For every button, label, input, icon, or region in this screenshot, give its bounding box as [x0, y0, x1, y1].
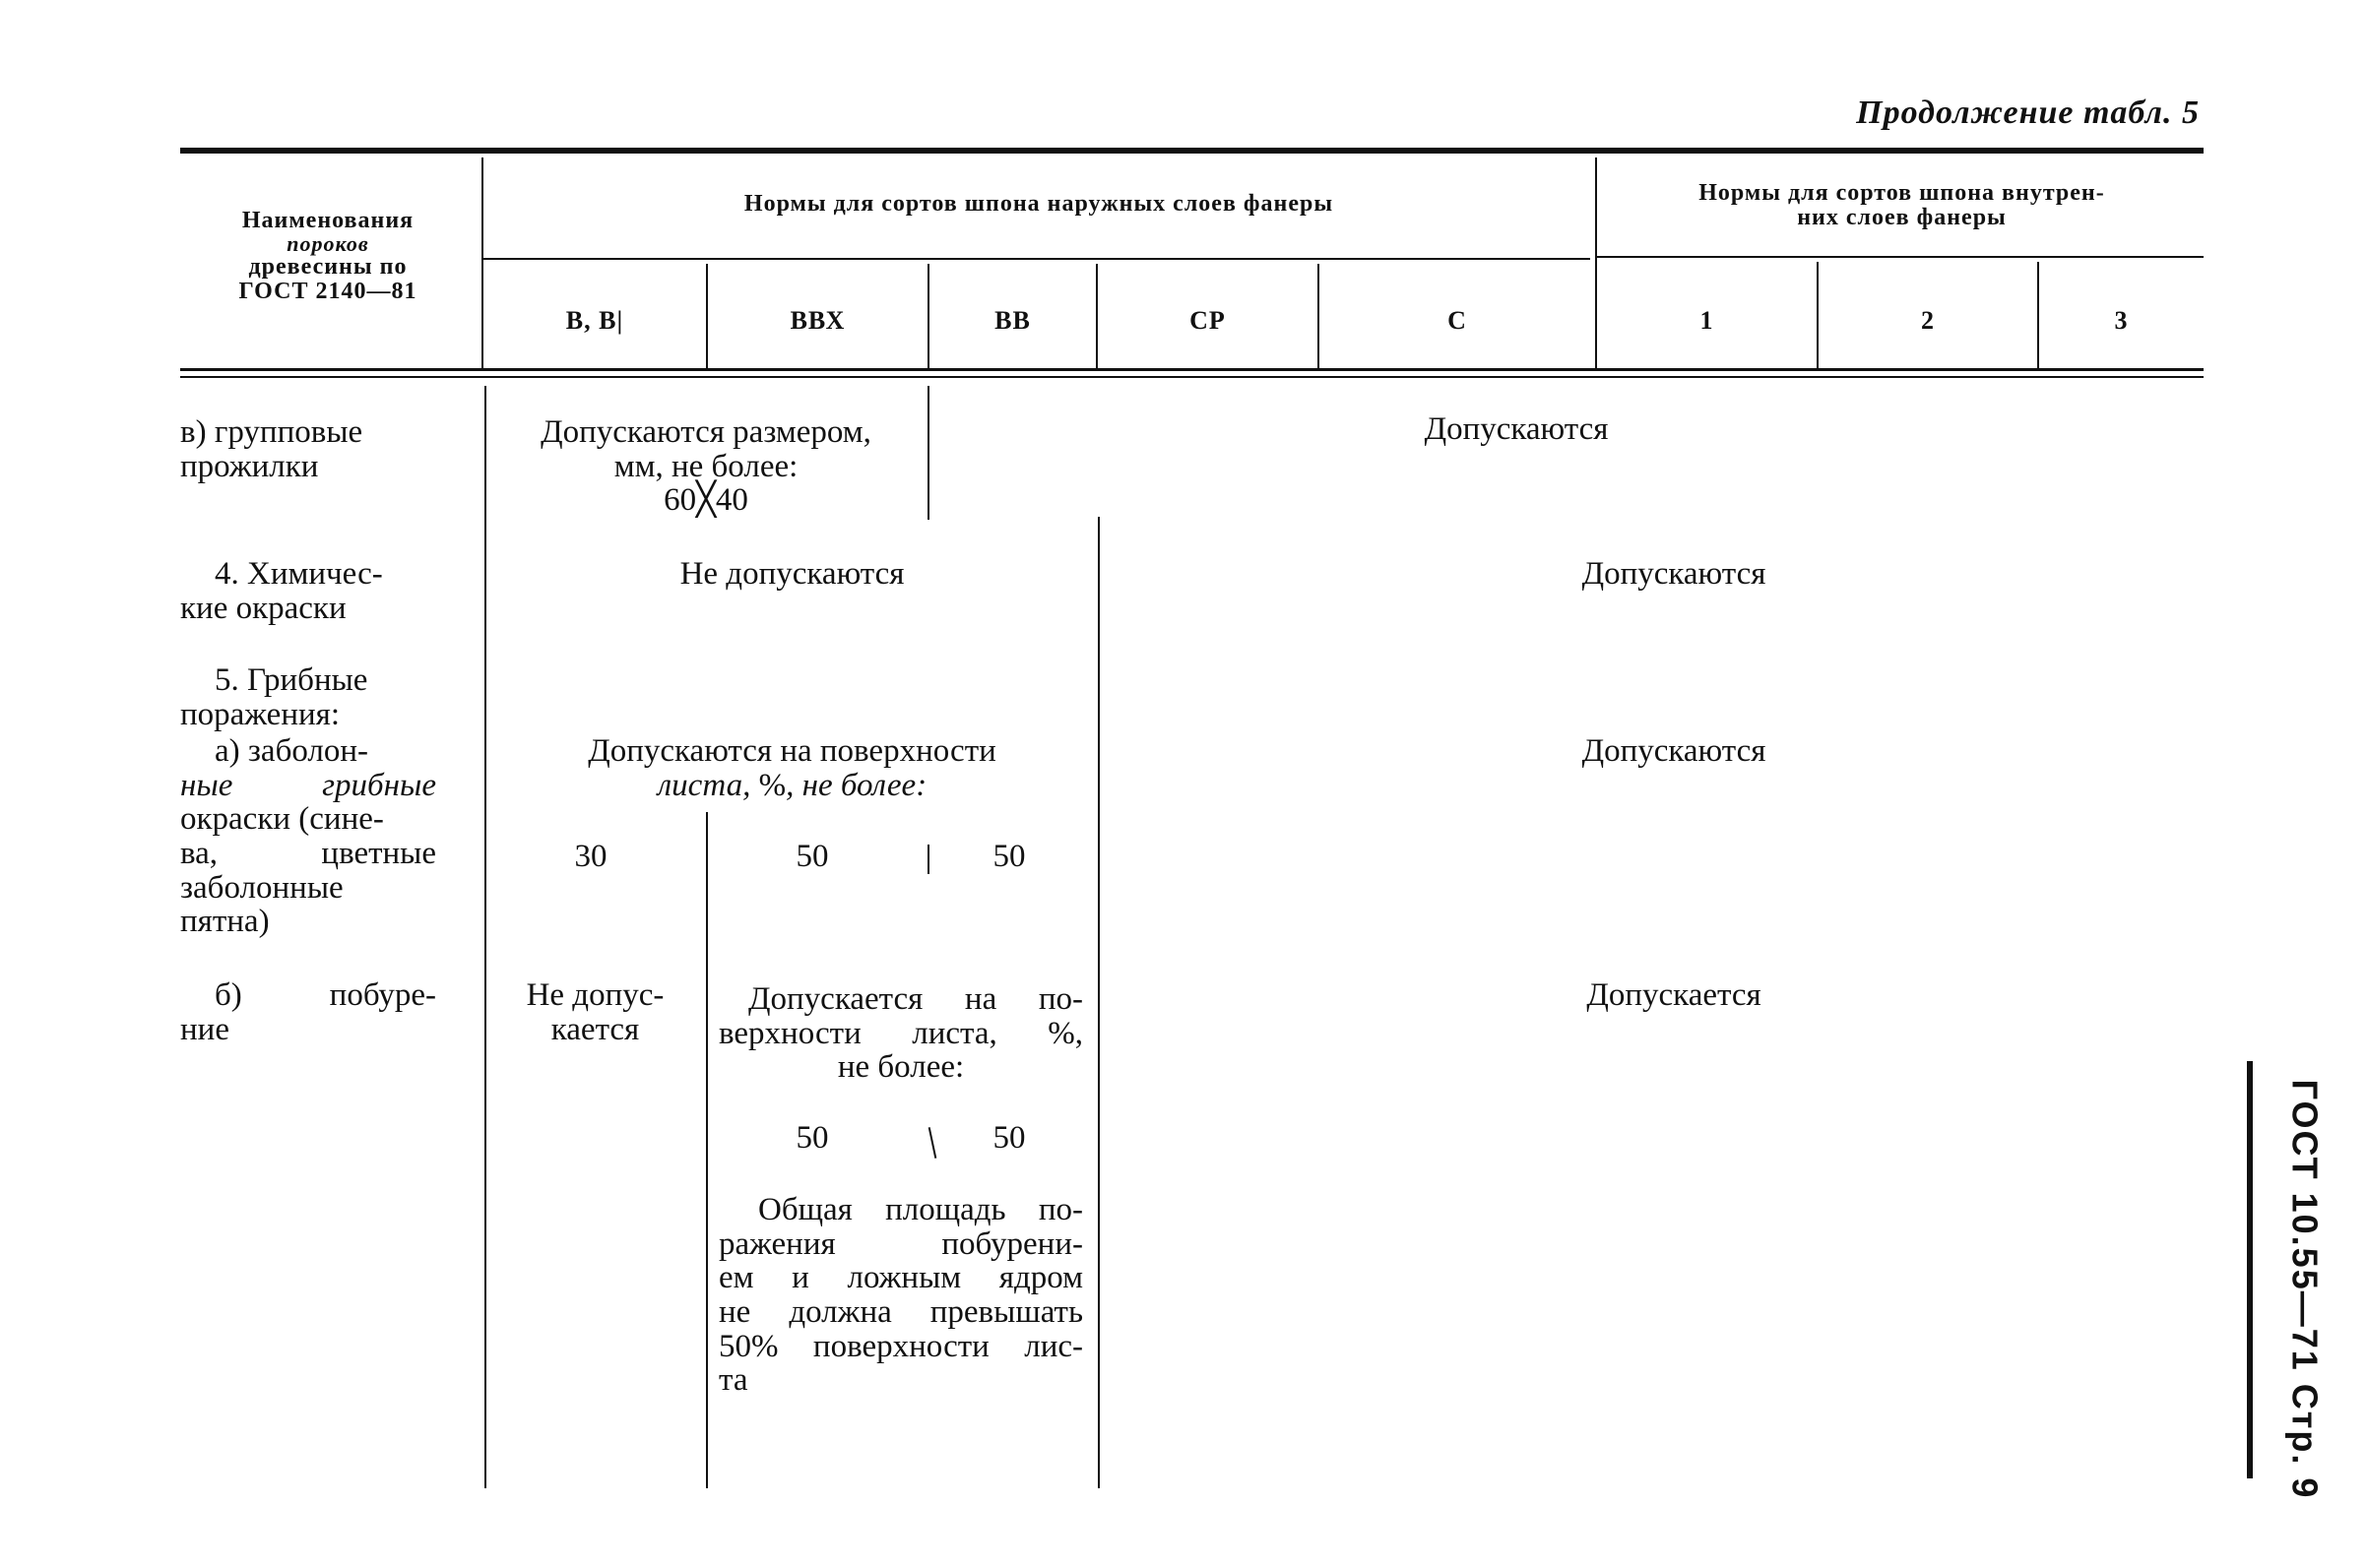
subheader-rule-outer [482, 258, 1590, 260]
sapwood-value: 50 [992, 839, 1026, 874]
defect-name-chemical-stains: 4. Химичес- кие окраски [180, 556, 383, 626]
subheader-rule-inner [1597, 256, 2204, 258]
outer-norms-header: Нормы для сортов шпона наружных слоев фанеры [743, 191, 1334, 217]
body-divider [928, 386, 929, 520]
defects-column-header: Наименования пороков древесины по ГОСТ 2140—81 [238, 208, 417, 305]
grade-header: 2 [1921, 306, 1935, 335]
side-page-label: ГОСТ 10.55—71 Стр. 9 [2284, 1079, 2325, 1500]
body-divider [484, 386, 486, 1488]
group-veins-outer-norm: Допускаются размером, мм, не более: 60╳40 [541, 414, 871, 519]
header-divider [481, 157, 483, 369]
browning-grade-b: Не допус- кается [526, 977, 665, 1047]
defect-name-group-veins: в) групповые прожилки [180, 414, 363, 484]
sapwood-value: 50 [796, 839, 829, 874]
browning-note: Общая площадь по- ражения побурени- ем и ложным ядром не должна превышать 50% поверхности лис- та [719, 1192, 1083, 1399]
table-caption: Продолжение табл. 5 [1856, 94, 2200, 131]
inner-norms-header: Нормы для сортов шпона внутрен- них слоев фанеры [1698, 180, 2105, 231]
browning-value: 50 [796, 1120, 829, 1156]
body-divider [706, 812, 708, 1488]
header-divider [1595, 157, 1597, 369]
defect-name-sapwood-stains: а) заболон- ные грибные окраски (сине- ва, цветные заболонные пятна) [180, 733, 436, 940]
grade-header: 1 [1699, 306, 1714, 335]
defect-name-browning: б) побуре- ние [180, 977, 436, 1047]
top-rule [180, 148, 2204, 154]
browning-outer-norm: Допускается на по- верхности листа, %, не более: [719, 981, 1083, 1086]
header-bottom-rule-1 [180, 368, 2204, 371]
chemical-outer-norm: Не допускаются [679, 556, 905, 592]
browning-value: 50 [992, 1120, 1026, 1156]
header-bottom-rule-2 [180, 376, 2204, 378]
value-separator [928, 845, 929, 874]
grade-header: ВВХ [790, 306, 846, 335]
grade-header: ВВ [994, 306, 1031, 335]
side-rule [2247, 1061, 2253, 1478]
grade-header: В, В| [565, 306, 624, 335]
sapwood-outer-norm: Допускаются на поверхности листа, %, не более: [588, 733, 996, 803]
browning-rest: Допускается [1586, 977, 1761, 1013]
chemical-rest: Допускаются [1581, 556, 1766, 592]
grade-header: С [1447, 306, 1467, 335]
group-veins-rest: Допускаются [1424, 411, 1609, 447]
sapwood-value: 30 [574, 839, 608, 874]
body-divider [1098, 517, 1100, 1488]
sapwood-rest: Допускаются [1581, 733, 1766, 769]
value-separator [928, 1127, 937, 1159]
grade-header: СР [1189, 306, 1226, 335]
defect-name-fungal: 5. Грибные поражения: [180, 662, 368, 732]
grade-header: 3 [2114, 306, 2129, 335]
